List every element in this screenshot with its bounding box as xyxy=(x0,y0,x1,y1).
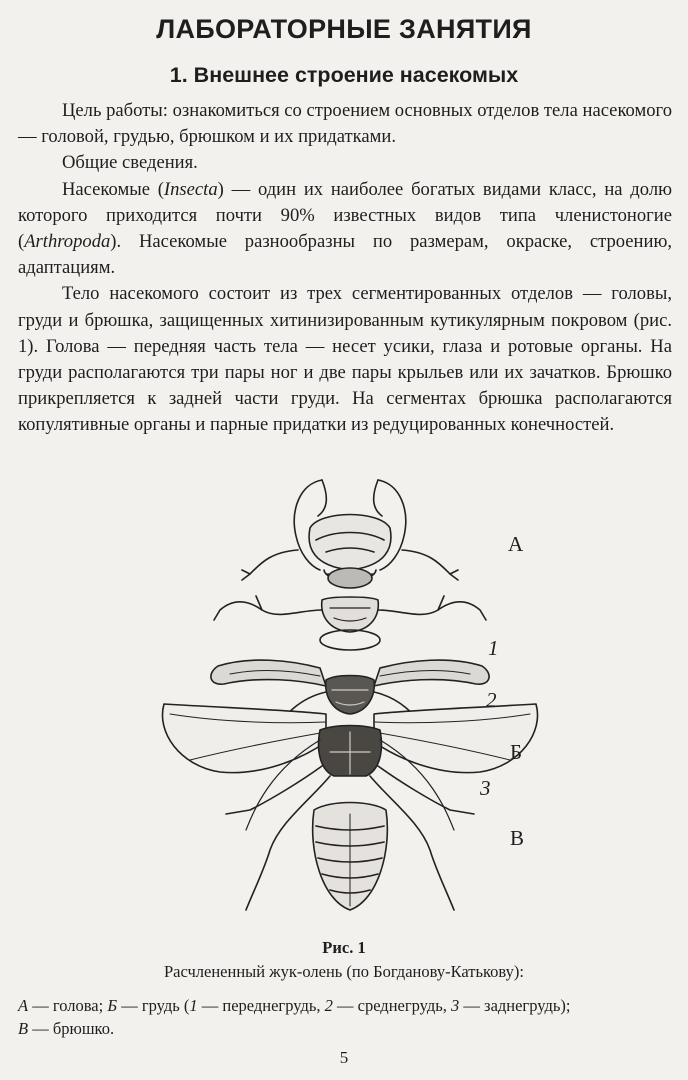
legend-a-text: — голова; xyxy=(28,996,108,1015)
label-3-metathorax: 3 xyxy=(480,776,491,800)
legend-v-text: — брюшко. xyxy=(28,1019,115,1038)
page-number: 5 xyxy=(339,1048,349,1067)
paragraph-body-structure: Тело насекомого состоит из трех сегментированных отделов — головы, груди и брюшка, защищенных хитинизированным кутикулярным покровом (рис. 1). Голова — передняя часть тела — несет усики, глаза и ротовые органы. На груди располагаются три пары ног и две пары крыльев или их зачатков. Брюшко прикрепляется к задней части груди. На сегментах брюшка располагаются копулятивные органы и парные придатки из редуцированных конечностей. xyxy=(18,283,672,436)
label-b-thorax: Б xyxy=(510,740,523,764)
chapter-title: ЛАБОРАТОРНЫЕ ЗАНЯТИЯ xyxy=(156,14,532,44)
paragraph-insects xyxy=(18,177,672,282)
legend-b: Б xyxy=(107,996,118,1015)
figure-stag-beetle xyxy=(150,470,550,940)
figure-caption-title: Рис. 1 xyxy=(322,938,366,957)
legend-2-text: — среднегрудь, xyxy=(332,996,452,1015)
legend-3-text: — заднегрудь); xyxy=(459,996,571,1015)
legend-2: 2 xyxy=(324,996,333,1015)
paragraph-goal: Цель работы: ознакомиться со строением основных отделов тела насекомого — головой, грудью, брюшком и их придатками. xyxy=(18,100,672,148)
label-v-abdomen: В xyxy=(510,826,525,850)
label-a-head: А xyxy=(508,532,524,556)
body-text xyxy=(18,98,672,439)
figure-legend xyxy=(18,994,672,1040)
legend-a: А xyxy=(18,996,29,1015)
p3-text-3: ). Насекомые разнообразны по размерам, окраске, строению, адаптациям. xyxy=(18,231,672,279)
legend-3: 3 xyxy=(451,996,460,1015)
beetle-prothorax-drawing xyxy=(214,596,486,650)
legend-v: В xyxy=(18,1019,29,1038)
paragraph-general-info: Общие сведения. xyxy=(62,152,198,174)
beetle-abdomen-drawing xyxy=(313,803,388,911)
legend-1-text: — переднегрудь, xyxy=(197,996,325,1015)
p3-text-2: ) — один их наиболее богатых видами класс, на долю которого приходится почти 90% известных видов типа членистоногие ( xyxy=(18,178,672,253)
p3-text-1: Насекомые ( xyxy=(62,178,164,200)
latin-arthropoda: Arthropoda xyxy=(24,231,111,253)
latin-insecta: Insecta xyxy=(163,178,218,200)
legend-1: 1 xyxy=(189,996,198,1015)
section-title: 1. Внешнее строение насекомых xyxy=(169,63,519,87)
legend-b-text: — грудь ( xyxy=(117,996,190,1015)
label-1-prothorax: 1 xyxy=(488,636,499,660)
beetle-head-drawing xyxy=(242,480,458,588)
label-2-mesothorax: 2 xyxy=(486,688,497,712)
figure-caption-text: Расчлененный жук-олень (по Богданову-Катькову): xyxy=(164,962,524,981)
